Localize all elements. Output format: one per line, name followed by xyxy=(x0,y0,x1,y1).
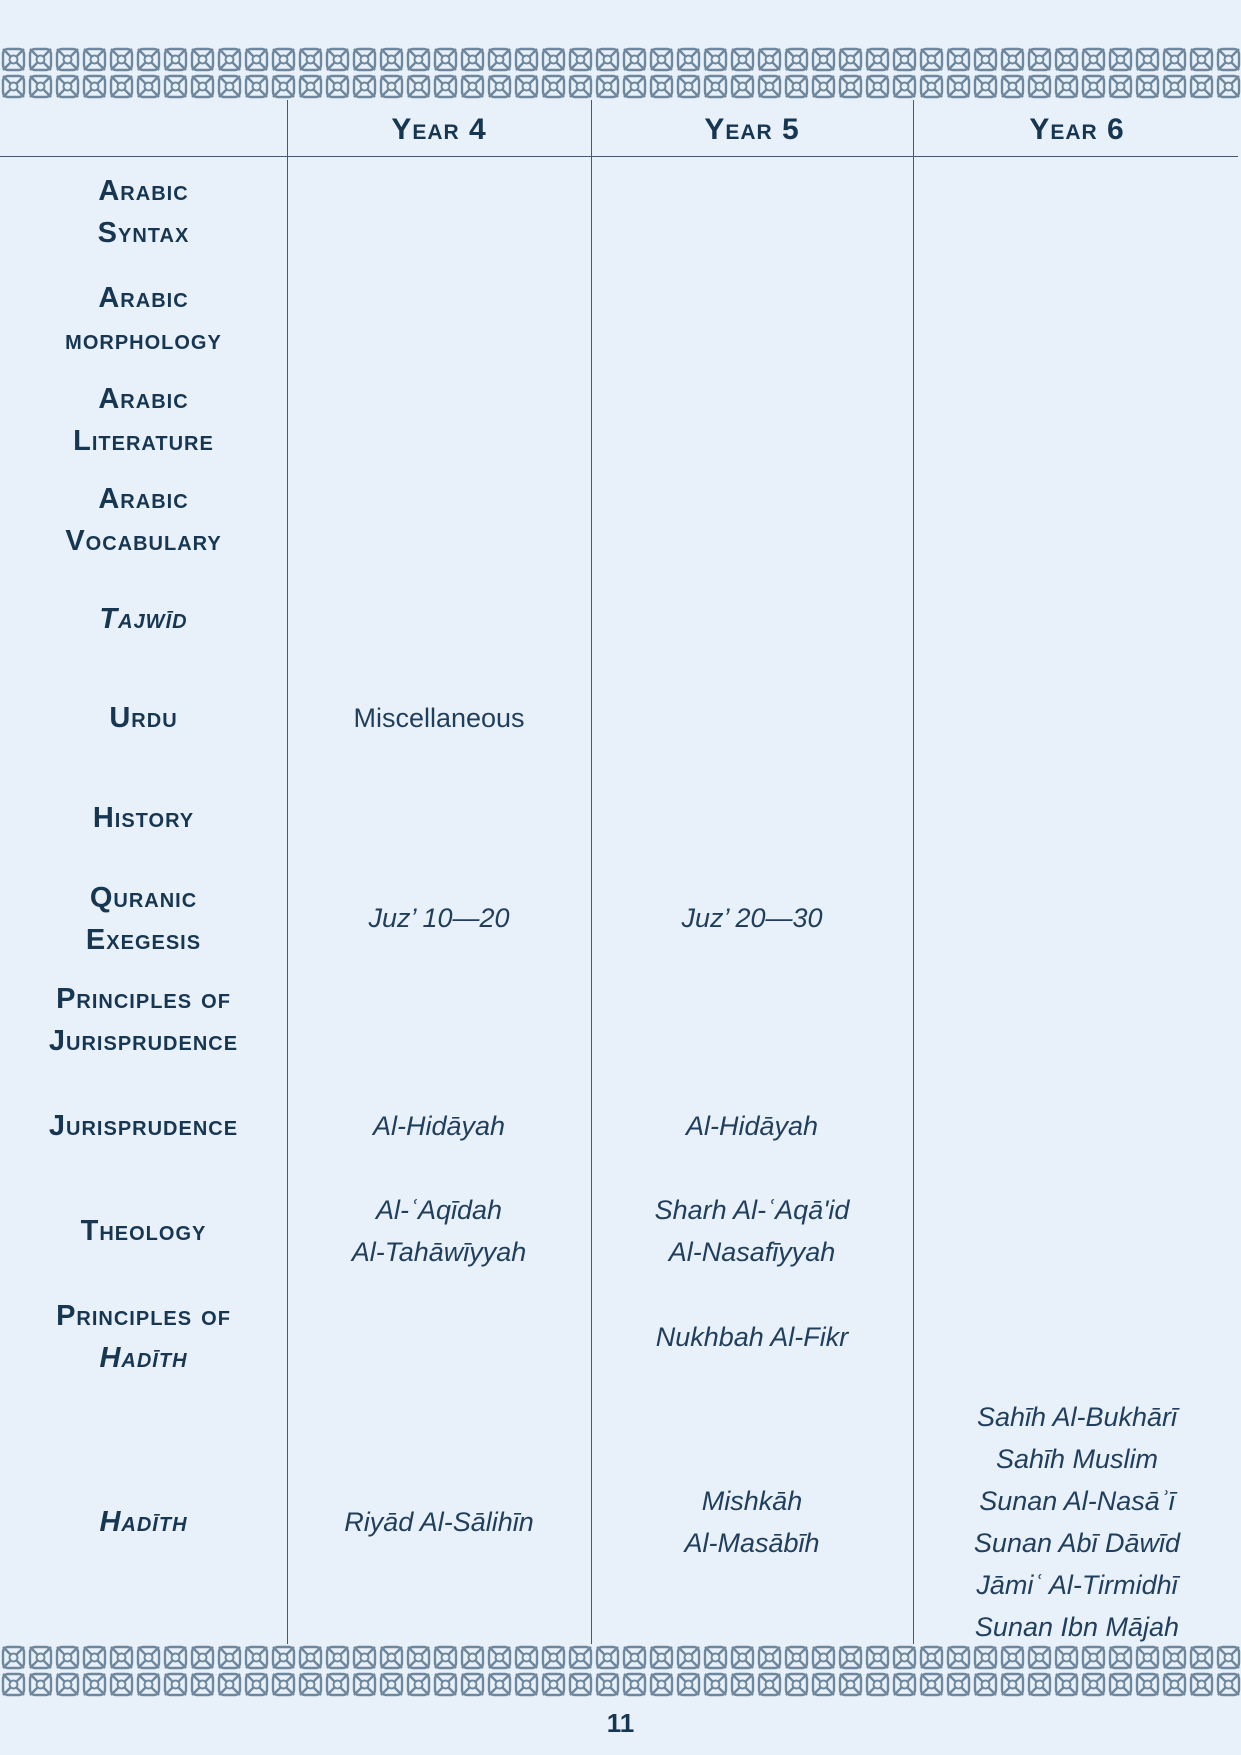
subject-arabic-syntax: Arabic Syntax xyxy=(97,175,190,249)
subject-arabic-literature: Arabic Literature xyxy=(73,383,214,457)
column-header-year-5: Year 5 xyxy=(704,113,800,146)
subject-principles-of-hadith: Principles of Hadīth xyxy=(56,1300,231,1374)
subject-tajwid: Tajwīd xyxy=(99,603,188,635)
bottom-ornament-band xyxy=(0,1644,1241,1698)
column-divider xyxy=(591,100,592,1644)
cell-exegesis-year-4: Juz’ 10—20 xyxy=(368,903,510,933)
column-header-year-6: Year 6 xyxy=(1029,113,1125,146)
cell-theology-year-4: Al-ʿAqīdah Al-Tahāwīyyah xyxy=(351,1195,527,1267)
subject-urdu: Urdu xyxy=(109,702,178,734)
cell-hadith-year-5: Mishkāh Al-Masābīh xyxy=(684,1486,820,1558)
cell-theology-year-5: Sharh Al-ʿAqā'id Al-Nasafīyyah xyxy=(654,1195,850,1267)
cell-jurisprudence-year-5: Al-Hidāyah xyxy=(685,1111,819,1141)
subject-hadith: Hadīth xyxy=(99,1506,188,1538)
column-divider xyxy=(287,100,288,1644)
subject-history: History xyxy=(92,802,195,834)
header-divider xyxy=(0,156,1238,157)
cell-exegesis-year-5: Juz’ 20—30 xyxy=(681,903,823,933)
top-ornament-band xyxy=(0,46,1241,100)
subject-principles-of-jurisprudence: Principles of Jurisprudence xyxy=(48,983,239,1057)
subject-quranic-exegesis: Quranic Exegesis xyxy=(85,882,202,956)
subject-arabic-vocabulary: Arabic Vocabulary xyxy=(65,483,222,557)
subject-jurisprudence: Jurisprudence xyxy=(48,1110,239,1142)
subject-theology: Theology xyxy=(80,1215,207,1247)
cell-urdu-year-4: Miscellaneous xyxy=(353,703,525,733)
cell-jurisprudence-year-4: Al-Hidāyah xyxy=(372,1111,506,1141)
cell-principles-hadith-year-5: Nukhbah Al-Fikr xyxy=(655,1322,849,1352)
subject-arabic-morphology: Arabic morphology xyxy=(65,282,222,356)
cell-hadith-year-4: Riyād Al-Sālihīn xyxy=(344,1507,534,1537)
page-number: 11 xyxy=(606,1708,635,1738)
cell-hadith-year-6: Sahīh Al-Bukhārī Sahīh Muslim Sunan Al-Nasāʾī Sunan Abī Dāwīd Jāmiʿ Al-Tirmidhī Sunan Ibn Mājah xyxy=(973,1402,1181,1642)
column-header-year-4: Year 4 xyxy=(391,113,487,146)
